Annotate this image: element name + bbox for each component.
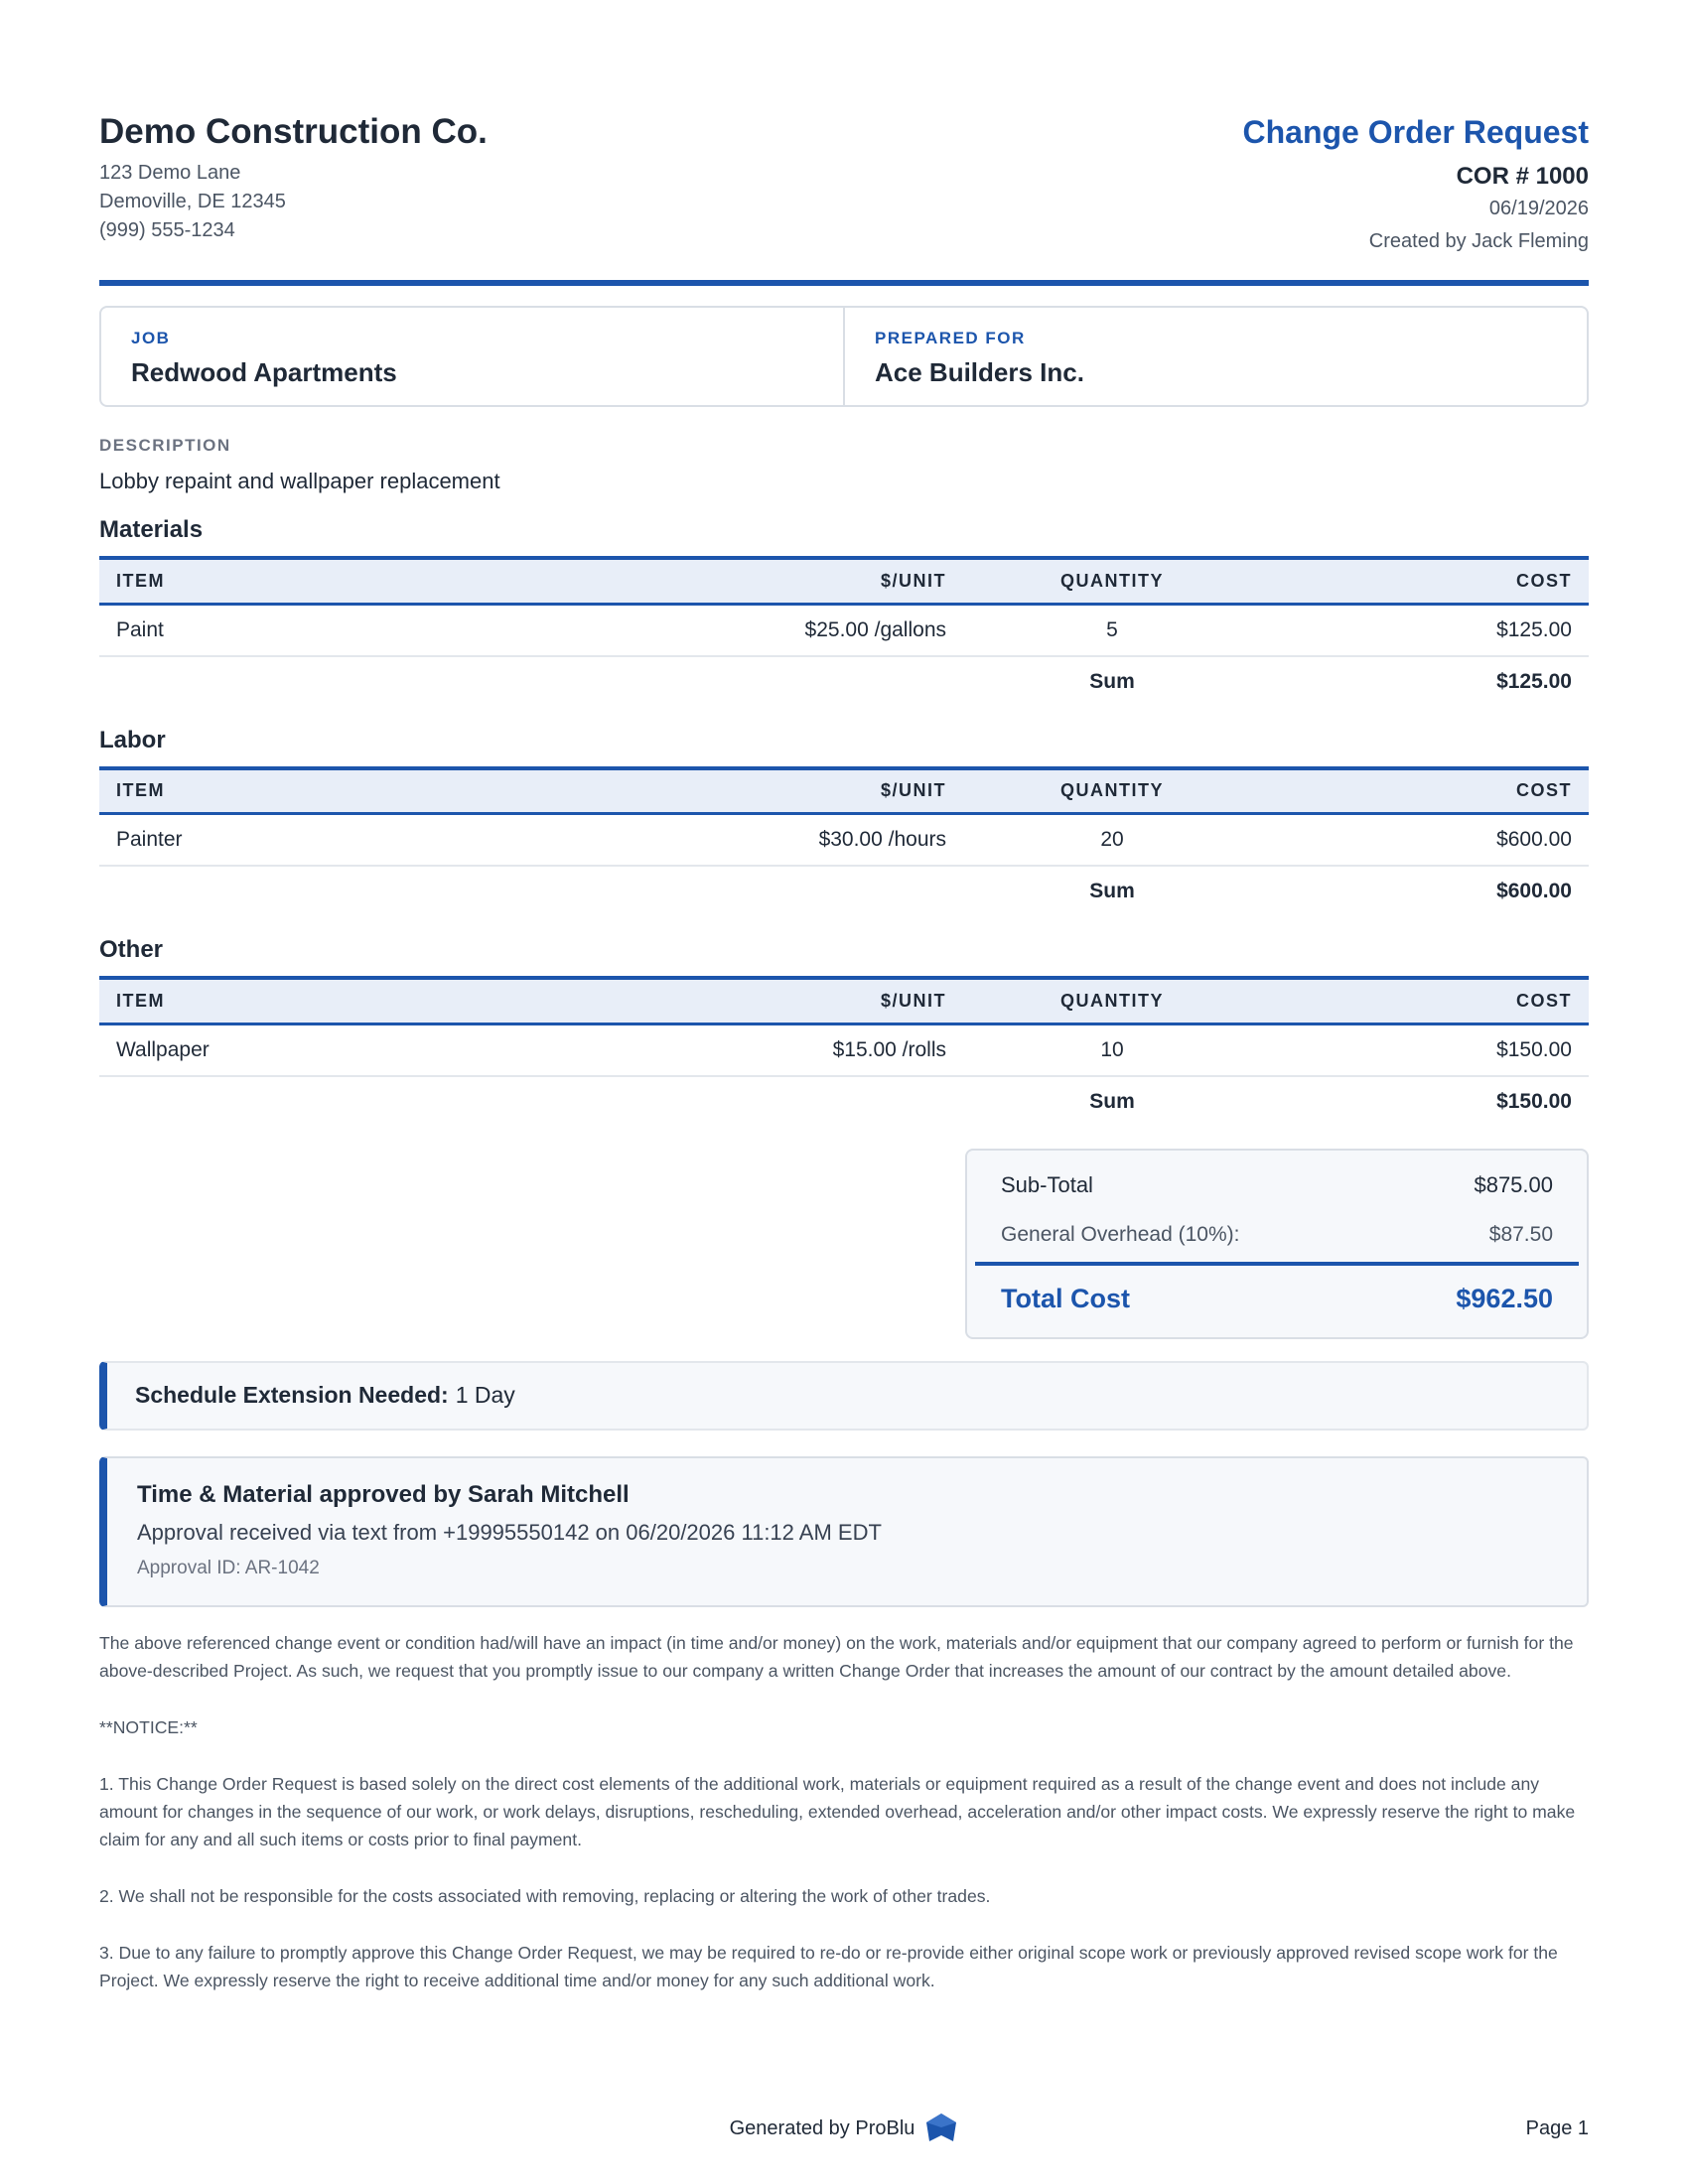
row-quantity: 20 bbox=[963, 814, 1261, 867]
row-quantity: 5 bbox=[963, 604, 1261, 656]
document-meta-block bbox=[1242, 111, 1589, 280]
total-label: Total Cost bbox=[1001, 1283, 1130, 1313]
job-info-box bbox=[99, 306, 1589, 407]
table-row bbox=[99, 1024, 1589, 1076]
column-header-unit: $/UNIT bbox=[665, 978, 963, 1024]
column-header-item: ITEM bbox=[99, 768, 665, 814]
section-title-labor: Labor bbox=[99, 726, 166, 753]
company-block bbox=[99, 111, 488, 280]
company-address-line1: 123 Demo Lane bbox=[99, 162, 241, 184]
table-row bbox=[99, 814, 1589, 867]
sum-value: $600.00 bbox=[1496, 880, 1572, 902]
row-unit: $15.00 /rolls bbox=[665, 1024, 963, 1076]
terms-paragraph: 3. Due to any failure to promptly approve this Change Order Request, we may be required to re-do or re-provide either original scope work or previously approved revised scope work for the Project. We expressly reserve the right to receive additional time and/or money for any such additional work. bbox=[99, 1942, 1558, 1991]
section-title-other: Other bbox=[99, 936, 164, 963]
description-label: DESCRIPTION bbox=[99, 436, 231, 455]
document-date: 06/19/2026 bbox=[1488, 198, 1589, 219]
column-header-item: ITEM bbox=[99, 558, 665, 604]
document-header bbox=[99, 0, 1589, 280]
subtotal-label: Sub-Total bbox=[1001, 1171, 1093, 1197]
generated-by-text: Generated by ProBlu bbox=[729, 2116, 915, 2139]
column-header-quantity: QUANTITY bbox=[963, 768, 1261, 814]
section-title-materials: Materials bbox=[99, 516, 204, 543]
row-cost: $125.00 bbox=[1261, 604, 1589, 656]
terms-block bbox=[99, 1629, 1589, 1995]
sum-row bbox=[99, 656, 1589, 707]
subtotal-row bbox=[975, 1160, 1579, 1210]
totals-panel bbox=[965, 1149, 1589, 1339]
sum-value: $125.00 bbox=[1496, 669, 1572, 693]
column-header-unit: $/UNIT bbox=[665, 558, 963, 604]
column-header-cost: COST bbox=[1261, 558, 1589, 604]
job-value: Redwood Apartments bbox=[131, 357, 397, 387]
company-name: Demo Construction Co. bbox=[99, 112, 488, 151]
column-header-cost: COST bbox=[1261, 978, 1589, 1024]
overhead-value: $87.50 bbox=[1488, 1222, 1553, 1246]
totals-wrapper bbox=[99, 1149, 1589, 1339]
row-unit: $25.00 /gallons bbox=[665, 604, 963, 656]
table-header-row bbox=[99, 558, 1589, 604]
document-title: Change Order Request bbox=[1242, 114, 1589, 150]
sum-row bbox=[99, 866, 1589, 916]
row-item: Wallpaper bbox=[99, 1024, 665, 1076]
totals-divider bbox=[975, 1262, 1579, 1266]
problu-logo-icon bbox=[924, 2112, 958, 2145]
terms-paragraph: 2. We shall not be responsible for the costs associated with removing, replacing or altering the work of other trades. bbox=[99, 1886, 991, 1907]
page-number: Page 1 bbox=[1525, 2117, 1589, 2139]
overhead-label: General Overhead (10%): bbox=[1001, 1222, 1240, 1246]
total-row bbox=[975, 1274, 1579, 1323]
column-header-quantity: QUANTITY bbox=[963, 558, 1261, 604]
row-item: Paint bbox=[99, 604, 665, 656]
row-cost: $600.00 bbox=[1261, 814, 1589, 867]
column-header-item: ITEM bbox=[99, 978, 665, 1024]
terms-paragraph: The above referenced change event or condition had/will have an impact (in time and/or money) on the work, materials and/or equipment that our company agreed to perform or furnish for the above-described Project. As such, we request that you promptly issue to our company a written Change Order that increases the amount of our contract by the amount detailed above. bbox=[99, 1632, 1574, 1681]
company-address-line2: Demoville, DE 12345 bbox=[99, 191, 286, 212]
schedule-extension-label: Schedule Extension Needed: bbox=[135, 1382, 449, 1408]
prepared-for-label: PREPARED FOR bbox=[875, 329, 1026, 347]
row-unit: $30.00 /hours bbox=[665, 814, 963, 867]
terms-paragraph: 1. This Change Order Request is based solely on the direct cost elements of the additional work, materials or equipment required as a result of the change event and does not include any amount for changes in the sequence of our work, or work delays, disruptions, rescheduling, extended overhead, acceleration and/or other impact costs. We expressly reserve the right to make claim for any and all such items or costs prior to final payment. bbox=[99, 1773, 1576, 1850]
labor-table bbox=[99, 766, 1589, 917]
table-header-row bbox=[99, 768, 1589, 814]
company-phone: (999) 555-1234 bbox=[99, 219, 235, 241]
approval-title: Time & Material approved by Sarah Mitchell bbox=[137, 1480, 630, 1508]
schedule-extension-value: 1 Day bbox=[455, 1382, 515, 1408]
terms-notice: **NOTICE:** bbox=[99, 1716, 198, 1737]
table-header-row bbox=[99, 978, 1589, 1024]
schedule-extension-box bbox=[99, 1361, 1589, 1431]
approval-detail: Approval received via text from +19995550142 on 06/20/2026 11:12 AM EDT bbox=[137, 1519, 882, 1545]
column-header-cost: COST bbox=[1261, 768, 1589, 814]
sum-label: Sum bbox=[1089, 880, 1135, 902]
created-by: Created by Jack Fleming bbox=[1368, 230, 1589, 252]
approval-id: Approval ID: AR-1042 bbox=[137, 1557, 320, 1578]
column-header-quantity: QUANTITY bbox=[963, 978, 1261, 1024]
row-quantity: 10 bbox=[963, 1024, 1261, 1076]
sum-label: Sum bbox=[1089, 1089, 1135, 1113]
sum-value: $150.00 bbox=[1496, 1089, 1572, 1113]
job-cell bbox=[101, 308, 843, 405]
page-footer bbox=[99, 2109, 1589, 2148]
prepared-for-value: Ace Builders Inc. bbox=[875, 357, 1084, 387]
other-table bbox=[99, 976, 1589, 1127]
total-value: $962.50 bbox=[1456, 1283, 1553, 1313]
footer-branding bbox=[99, 2109, 1589, 2148]
approval-box bbox=[99, 1456, 1589, 1607]
subtotal-value: $875.00 bbox=[1474, 1171, 1553, 1197]
materials-table bbox=[99, 556, 1589, 707]
sum-row bbox=[99, 1076, 1589, 1127]
table-row bbox=[99, 604, 1589, 656]
sum-label: Sum bbox=[1089, 669, 1135, 693]
job-label: JOB bbox=[131, 329, 171, 347]
row-cost: $150.00 bbox=[1261, 1024, 1589, 1076]
prepared-for-cell bbox=[843, 308, 1587, 405]
overhead-row bbox=[975, 1210, 1579, 1260]
cor-number: COR # 1000 bbox=[1456, 163, 1589, 190]
description-text: Lobby repaint and wallpaper replacement bbox=[99, 469, 500, 493]
header-divider bbox=[99, 280, 1589, 286]
column-header-unit: $/UNIT bbox=[665, 768, 963, 814]
row-item: Painter bbox=[99, 814, 665, 867]
